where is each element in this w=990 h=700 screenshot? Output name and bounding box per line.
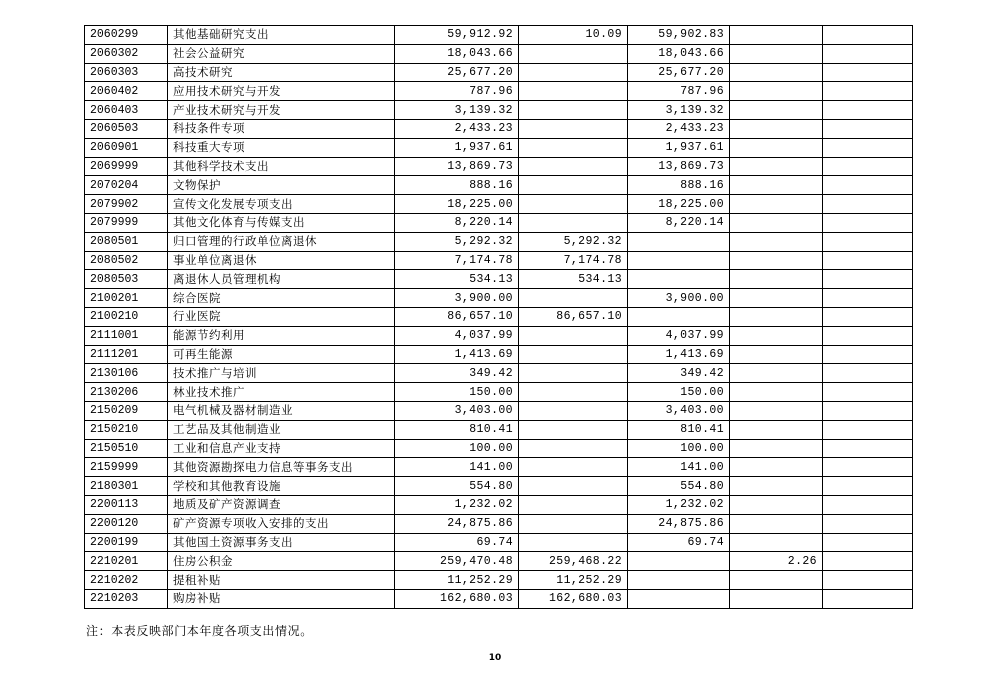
table-row [85,270,913,289]
cell-total: 150.00 [395,383,519,402]
cell-column-7 [823,195,913,214]
cell-code: 2060503 [85,119,168,138]
cell-item-name: 技术推广与培训 [168,364,395,383]
cell-project-expenditure: 888.16 [628,176,730,195]
cell-total: 810.41 [395,420,519,439]
cell-code: 2210203 [85,589,168,608]
cell-code: 2060299 [85,26,168,45]
cell-basic-expenditure [519,157,628,176]
cell-total: 2,433.23 [395,119,519,138]
table-row [85,383,913,402]
cell-column-6 [730,63,823,82]
cell-basic-expenditure: 86,657.10 [519,307,628,326]
cell-project-expenditure: 810.41 [628,420,730,439]
cell-project-expenditure: 69.74 [628,533,730,552]
table-row [85,401,913,420]
cell-code: 2150209 [85,401,168,420]
cell-column-6 [730,289,823,308]
cell-column-6 [730,119,823,138]
cell-basic-expenditure: 5,292.32 [519,232,628,251]
cell-code: 2060303 [85,63,168,82]
cell-item-name: 购房补贴 [168,589,395,608]
cell-item-name: 行业医院 [168,307,395,326]
cell-project-expenditure [628,232,730,251]
cell-column-7 [823,420,913,439]
table-row [85,119,913,138]
cell-basic-expenditure [519,420,628,439]
cell-total: 3,900.00 [395,289,519,308]
cell-column-6 [730,571,823,590]
cell-column-6 [730,495,823,514]
cell-code: 2080503 [85,270,168,289]
cell-column-6 [730,439,823,458]
cell-basic-expenditure: 11,252.29 [519,571,628,590]
table-row [85,589,913,608]
cell-column-7 [823,213,913,232]
cell-column-6 [730,26,823,45]
cell-item-name: 其他国土资源事务支出 [168,533,395,552]
cell-project-expenditure: 3,403.00 [628,401,730,420]
cell-project-expenditure [628,307,730,326]
cell-column-6 [730,157,823,176]
cell-project-expenditure: 1,413.69 [628,345,730,364]
cell-item-name: 其他资源勘探电力信息等事务支出 [168,458,395,477]
cell-total: 7,174.78 [395,251,519,270]
cell-total: 18,043.66 [395,44,519,63]
cell-project-expenditure: 4,037.99 [628,326,730,345]
cell-item-name: 住房公积金 [168,552,395,571]
cell-column-7 [823,307,913,326]
cell-column-7 [823,326,913,345]
cell-column-6 [730,195,823,214]
cell-total: 787.96 [395,82,519,101]
cell-column-6 [730,307,823,326]
cell-item-name: 其他文化体育与传媒支出 [168,213,395,232]
cell-column-6 [730,213,823,232]
table-row [85,82,913,101]
cell-item-name: 地质及矿产资源调查 [168,495,395,514]
cell-code: 2150210 [85,420,168,439]
table-row [85,477,913,496]
cell-total: 141.00 [395,458,519,477]
table-row [85,571,913,590]
cell-total: 3,403.00 [395,401,519,420]
cell-item-name: 文物保护 [168,176,395,195]
cell-column-7 [823,364,913,383]
cell-item-name: 工业和信息产业支持 [168,439,395,458]
cell-code: 2159999 [85,458,168,477]
cell-total: 1,937.61 [395,138,519,157]
cell-basic-expenditure [519,477,628,496]
table-row [85,251,913,270]
cell-column-7 [823,270,913,289]
table-row [85,458,913,477]
table-note: 注：本表反映部门本年度各项支出情况。 [86,624,313,638]
table-row [85,533,913,552]
cell-code: 2079902 [85,195,168,214]
cell-total: 259,470.48 [395,552,519,571]
cell-total: 1,413.69 [395,345,519,364]
cell-total: 25,677.20 [395,63,519,82]
cell-basic-expenditure: 259,468.22 [519,552,628,571]
table-row [85,26,913,45]
cell-code: 2080502 [85,251,168,270]
cell-basic-expenditure [519,119,628,138]
cell-total: 4,037.99 [395,326,519,345]
cell-item-name: 可再生能源 [168,345,395,364]
cell-code: 2080501 [85,232,168,251]
cell-basic-expenditure [519,213,628,232]
cell-item-name: 其他基础研究支出 [168,26,395,45]
cell-column-6 [730,420,823,439]
cell-column-6 [730,232,823,251]
cell-column-6 [730,101,823,120]
cell-item-name: 高技术研究 [168,63,395,82]
cell-project-expenditure: 100.00 [628,439,730,458]
cell-project-expenditure: 3,900.00 [628,289,730,308]
cell-basic-expenditure [519,326,628,345]
cell-total: 5,292.32 [395,232,519,251]
cell-item-name: 宣传文化发展专项支出 [168,195,395,214]
cell-item-name: 电气机械及器材制造业 [168,401,395,420]
cell-item-name: 产业技术研究与开发 [168,101,395,120]
cell-column-6 [730,477,823,496]
cell-total: 534.13 [395,270,519,289]
cell-code: 2070204 [85,176,168,195]
cell-total: 554.80 [395,477,519,496]
cell-project-expenditure: 3,139.32 [628,101,730,120]
table-row [85,213,913,232]
table-row [85,176,913,195]
cell-item-name: 提租补贴 [168,571,395,590]
table-row [85,138,913,157]
table-row [85,345,913,364]
cell-total: 349.42 [395,364,519,383]
table-row [85,101,913,120]
cell-column-7 [823,82,913,101]
cell-basic-expenditure [519,345,628,364]
table-row [85,326,913,345]
cell-basic-expenditure [519,364,628,383]
cell-basic-expenditure [519,401,628,420]
table-row [85,195,913,214]
cell-column-6 [730,345,823,364]
cell-project-expenditure: 150.00 [628,383,730,402]
table-row [85,63,913,82]
cell-basic-expenditure [519,458,628,477]
table-row [85,289,913,308]
cell-column-6 [730,458,823,477]
cell-code: 2200113 [85,495,168,514]
cell-item-name: 科技条件专项 [168,119,395,138]
cell-item-name: 社会公益研究 [168,44,395,63]
cell-column-6 [730,176,823,195]
cell-project-expenditure: 349.42 [628,364,730,383]
cell-basic-expenditure [519,82,628,101]
cell-total: 69.74 [395,533,519,552]
cell-basic-expenditure [519,289,628,308]
cell-column-7 [823,345,913,364]
table-row [85,495,913,514]
cell-column-6 [730,138,823,157]
cell-project-expenditure: 1,937.61 [628,138,730,157]
cell-item-name: 林业技术推广 [168,383,395,402]
cell-project-expenditure: 554.80 [628,477,730,496]
cell-column-7 [823,176,913,195]
cell-item-name: 工艺品及其他制造业 [168,420,395,439]
cell-basic-expenditure [519,383,628,402]
cell-basic-expenditure [519,63,628,82]
cell-code: 2111001 [85,326,168,345]
cell-code: 2060302 [85,44,168,63]
cell-basic-expenditure [519,138,628,157]
table-row [85,44,913,63]
cell-column-6 [730,401,823,420]
table-row [85,552,913,571]
cell-code: 2100201 [85,289,168,308]
cell-total: 100.00 [395,439,519,458]
cell-code: 2111201 [85,345,168,364]
cell-column-6 [730,589,823,608]
table-row [85,307,913,326]
cell-project-expenditure: 8,220.14 [628,213,730,232]
cell-basic-expenditure: 162,680.03 [519,589,628,608]
cell-item-name: 事业单位离退休 [168,251,395,270]
cell-column-7 [823,119,913,138]
cell-total: 59,912.92 [395,26,519,45]
table-body [85,26,913,609]
cell-column-6 [730,82,823,101]
cell-total: 13,869.73 [395,157,519,176]
cell-basic-expenditure [519,44,628,63]
cell-item-name: 综合医院 [168,289,395,308]
cell-project-expenditure: 18,043.66 [628,44,730,63]
cell-column-7 [823,514,913,533]
cell-code: 2210201 [85,552,168,571]
cell-project-expenditure [628,270,730,289]
cell-column-6 [730,514,823,533]
cell-column-7 [823,63,913,82]
cell-project-expenditure: 25,677.20 [628,63,730,82]
cell-code: 2130106 [85,364,168,383]
cell-basic-expenditure: 7,174.78 [519,251,628,270]
table-row [85,157,913,176]
cell-total: 24,875.86 [395,514,519,533]
cell-basic-expenditure [519,495,628,514]
cell-column-7 [823,101,913,120]
cell-total: 888.16 [395,176,519,195]
table-row [85,420,913,439]
cell-basic-expenditure: 10.09 [519,26,628,45]
cell-column-7 [823,383,913,402]
cell-code: 2079999 [85,213,168,232]
cell-column-7 [823,477,913,496]
cell-code: 2060901 [85,138,168,157]
cell-project-expenditure [628,589,730,608]
cell-column-6 [730,533,823,552]
cell-project-expenditure: 59,902.83 [628,26,730,45]
cell-column-7 [823,458,913,477]
cell-item-name: 学校和其他教育设施 [168,477,395,496]
cell-item-name: 离退休人员管理机构 [168,270,395,289]
cell-total: 162,680.03 [395,589,519,608]
expenditure-table [84,25,913,609]
cell-column-7 [823,26,913,45]
cell-column-6: 2.26 [730,552,823,571]
cell-column-7 [823,157,913,176]
cell-total: 18,225.00 [395,195,519,214]
cell-project-expenditure: 141.00 [628,458,730,477]
cell-column-6 [730,326,823,345]
cell-column-7 [823,495,913,514]
cell-code: 2060402 [85,82,168,101]
page-number: 10 [488,653,502,663]
cell-code: 2200199 [85,533,168,552]
table-row [85,514,913,533]
cell-item-name: 归口管理的行政单位离退休 [168,232,395,251]
cell-column-7 [823,589,913,608]
cell-code: 2180301 [85,477,168,496]
cell-column-6 [730,270,823,289]
cell-project-expenditure [628,552,730,571]
cell-column-7 [823,533,913,552]
cell-basic-expenditure: 534.13 [519,270,628,289]
cell-item-name: 其他科学技术支出 [168,157,395,176]
cell-item-name: 矿产资源专项收入安排的支出 [168,514,395,533]
cell-column-6 [730,251,823,270]
cell-total: 1,232.02 [395,495,519,514]
cell-column-7 [823,251,913,270]
cell-column-7 [823,138,913,157]
cell-project-expenditure: 1,232.02 [628,495,730,514]
cell-item-name: 科技重大专项 [168,138,395,157]
cell-column-6 [730,383,823,402]
cell-total: 11,252.29 [395,571,519,590]
table-row [85,439,913,458]
cell-column-6 [730,44,823,63]
cell-basic-expenditure [519,533,628,552]
cell-total: 86,657.10 [395,307,519,326]
cell-basic-expenditure [519,176,628,195]
cell-project-expenditure: 2,433.23 [628,119,730,138]
cell-column-7 [823,571,913,590]
cell-basic-expenditure [519,439,628,458]
cell-column-7 [823,552,913,571]
cell-code: 2150510 [85,439,168,458]
cell-column-7 [823,44,913,63]
cell-project-expenditure [628,571,730,590]
cell-code: 2100210 [85,307,168,326]
cell-project-expenditure: 18,225.00 [628,195,730,214]
cell-column-7 [823,289,913,308]
cell-item-name: 应用技术研究与开发 [168,82,395,101]
cell-project-expenditure: 13,869.73 [628,157,730,176]
cell-total: 3,139.32 [395,101,519,120]
cell-basic-expenditure [519,514,628,533]
cell-code: 2210202 [85,571,168,590]
cell-basic-expenditure [519,101,628,120]
cell-project-expenditure: 24,875.86 [628,514,730,533]
cell-code: 2060403 [85,101,168,120]
cell-project-expenditure: 787.96 [628,82,730,101]
table-row [85,364,913,383]
cell-basic-expenditure [519,195,628,214]
cell-project-expenditure [628,251,730,270]
cell-column-7 [823,439,913,458]
cell-code: 2130206 [85,383,168,402]
table-row [85,232,913,251]
cell-column-7 [823,401,913,420]
cell-total: 8,220.14 [395,213,519,232]
cell-column-7 [823,232,913,251]
cell-code: 2069999 [85,157,168,176]
cell-code: 2200120 [85,514,168,533]
cell-item-name: 能源节约利用 [168,326,395,345]
cell-column-6 [730,364,823,383]
